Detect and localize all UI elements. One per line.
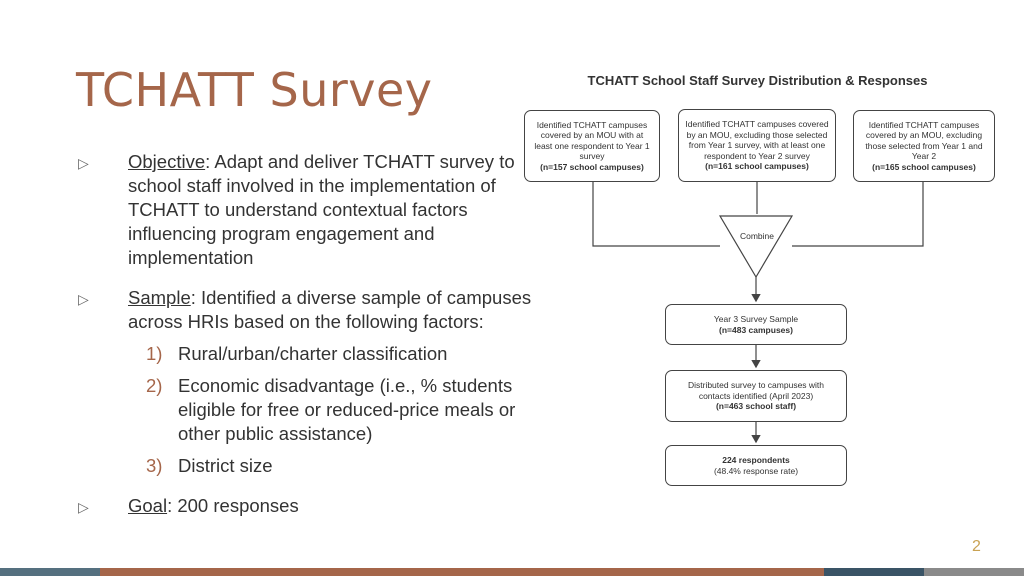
source-box-count: (n=157 school campuses) bbox=[540, 161, 644, 172]
result-box bbox=[665, 445, 847, 486]
factor-number: 2) bbox=[146, 375, 163, 396]
footer-segment bbox=[824, 568, 924, 576]
connector-left bbox=[593, 182, 720, 246]
triangle-bullet-icon: ▷ bbox=[78, 155, 89, 171]
source-box-text: Identified TCHATT campuses covered by an MOU with at least one respondent to Year 1 survey bbox=[534, 119, 650, 162]
objective-text: : Adapt and deliver TCHATT survey to school staff involved in the implementation of TCHATT to understand contextual factors influencing program engagement and implementation bbox=[128, 151, 515, 268]
source-box-text: Identified TCHATT campuses covered by an MOU, excluding those selected from Year 1 survey, with at least one respondent to Year 2 survey bbox=[685, 119, 829, 161]
sample-box-text: Year 3 Survey Sample bbox=[713, 314, 799, 324]
sample-box-count: (n=483 campuses) bbox=[719, 324, 793, 335]
goal-term: Goal bbox=[128, 495, 168, 516]
connector-right bbox=[792, 182, 923, 246]
source-box-count: (n=165 school campuses) bbox=[872, 161, 976, 172]
factor-text: Rural/urban/charter classification bbox=[178, 343, 448, 364]
sample-box bbox=[665, 304, 847, 345]
source-box-count: (n=161 school campuses) bbox=[705, 161, 809, 172]
goal-text: : 200 responses bbox=[167, 495, 299, 516]
footer-segment bbox=[100, 568, 824, 576]
distributed-box-text: Distributed survey to campuses with contacts identified (April 2023) bbox=[687, 380, 825, 401]
footer-segment bbox=[0, 568, 100, 576]
combine-label: Combine bbox=[739, 231, 775, 241]
footer-bar bbox=[0, 568, 1024, 576]
factor-text: Economic disadvantage (i.e., % students eligible for free or reduced-price meals or other public assistance) bbox=[178, 375, 516, 444]
factor-text: District size bbox=[178, 455, 273, 476]
distributed-box bbox=[665, 370, 847, 422]
factor-number: 3) bbox=[146, 455, 163, 476]
source-box-year2 bbox=[678, 109, 836, 182]
combine-triangle bbox=[720, 216, 792, 277]
source-box-text: Identified TCHATT campuses covered by an MOU, excluding those selected from Year 1 and Year 2 bbox=[865, 119, 983, 162]
result-box-count: 224 respondents bbox=[722, 455, 790, 465]
triangle-bullet-icon: ▷ bbox=[78, 291, 89, 307]
source-box-year1 bbox=[524, 110, 660, 182]
sample-term: Sample bbox=[128, 287, 191, 308]
distributed-box-count: (n=463 school staff) bbox=[715, 401, 797, 412]
triangle-bullet-icon: ▷ bbox=[78, 499, 89, 515]
source-box-year3 bbox=[853, 110, 995, 182]
footer-segment bbox=[924, 568, 1024, 576]
slide-number: 2 bbox=[972, 538, 981, 555]
result-box-text: (48.4% response rate) bbox=[713, 465, 799, 476]
factor-number: 1) bbox=[146, 343, 163, 364]
objective-term: Objective bbox=[128, 151, 206, 172]
sample-text: : Identified a diverse sample of campuses across HRIs based on the following factors: bbox=[128, 287, 532, 332]
page-title: TCHATT Survey bbox=[76, 63, 433, 117]
flowchart-title: TCHATT School Staff Survey Distribution & Responses bbox=[587, 73, 928, 88]
